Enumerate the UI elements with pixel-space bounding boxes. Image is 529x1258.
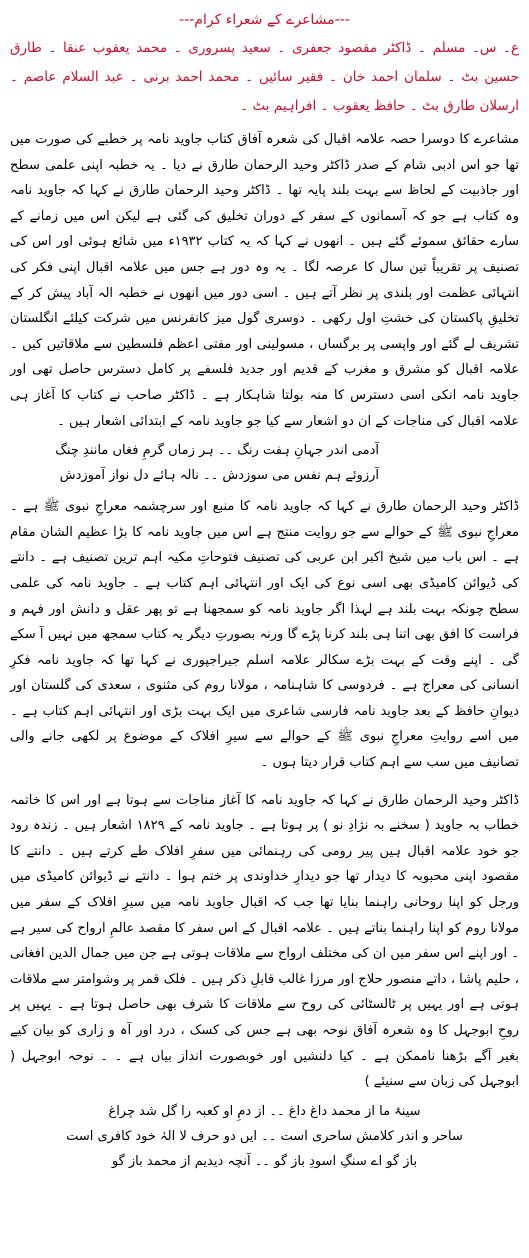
verse-line: ساحر و اندر کلامش ساحری است ۔۔ ایں دو حرف لا الہٰ خود کافری است [66,1128,463,1144]
paragraph-3: ڈاکٹر وحید الرحمان طارق نے کہا کہ جاوید نامہ کا آغاز مناجات سے ہوتا ہے اور اس کا خاتمہ خطاب بہ جاوید ( سخنے بہ نژادِ نو ) پر ہوتا ہے ۔ جاوید نامہ کے ۱۸۲۹ اشعار ہیں ۔ زندہ رود جو خود علامہ اقبال ہیں پیر رومی کی رہنمائی میں سفرِ افلاک طے کرتے ہیں ۔ دانتے کا مقصود اپنی محبوبہ کا دیدار تھا جو دیدارِ خداوندی پر ختم ہوا ۔ دانتے نے ڈیوائن کامیڈی میں ورجل کو اپنا روحانی راہنما بنایا تھا جب کہ اقبال جاوید نامہ میں سیرِ افلاک کے سفر میں مولانا روم کو اپنا راہنما بناتے ہیں ۔ علامہ اقبال کے اس سفر کا مقصد عالمِ ارواح کی سیر ہے ۔ اور اپنے اس سفر میں ان کی مختلف ارواح سے ملاقات ہوتی ہے جن میں جمال الدین افغانی ، حلیم پاشا ، داتے منصور حلاج اور مرزا غالب قابلِ ذکر ہیں ۔ فلک قمر پر وشوامتر سے ملاقات ہوتی ہے اور یہیں پر ٹالسٹائی کی روح سے ملاقات کا شرف بھی حاصل ہوتا ہے ۔ یہیں پر روحِ ابوجہل کا وہ شعرہ آفاق نوحہ بھی ہے جس کی کسک ، درد اور آہ و زاری کو بیان کیے بغیر آگے بڑھنا ناممکن ہے ۔ کیا دلنشیں اور خوبصورت انداز بیاں ہے ۔ ۔ نوحہ ابوجہل ( ابوجہل کی زبان سے سنیئے ) [10,792,520,1090]
section-heading: ---مشاعرے کے شعراء کرام--- [179,12,350,28]
spacer [10,776,519,788]
paragraph-1: مشاعرے کا دوسرا حصہ علامہ اقبال کی شعرہ آفاق کتاب جاوید نامہ پر خطبے کی صورت میں تھا جو اس ادبی شام کے صدر ڈاکٹر وحید الرحمان طارق نے دیا ۔ یہ خطبہ اپنی علمی سطح اور جاذبیت کے لحاظ سے بہت بلند پایہ تھا ۔ ڈاکٹر وحید الرحمان طارق نے کہا کہ جاوید نامہ وہ کتاب ہے جو کہ آسمانوں کے سفر کے دوران تخلیق کی گئی ہے لیکن اس میں زمانے کے سارے حقائق سموئے گئے ہیں ۔ انھوں نے کہا کہ یہ کتاب ۱۹۳۲ء میں شائع ہوئی اور اس کی تصنیف پر تقریباً تین سال کا عرصہ لگا ۔ یہ وہ دور ہے جس میں علامہ اقبال اپنی فکر کی انتہائی عظمت اور بلندی پر نظر آتے ہیں ۔ اسی دور میں انھوں نے خطبہ الہ آباد پیش کر کے تخلیقِ پاکستان کی خشتِ اول رکھی ۔ دوسری گول میز کانفرنس میں شرکت کیلئے انگلستان تشریف لے گئے اور واپسی پر برگساں ، مسولینی اور مفتی اعظم فلسطین سے ملاقاتیں کیں ۔ علامہ اقبال کو مشرق و مغرب کے قدیم اور جدید فلسفے پر کامل دسترس حاصل تھی اور جاوید نامہ انکی اسی دسترس کا منہ بولتا شاہکار ہے ۔ ڈاکٹر صاحب نے کتاب کا آغاز ہی علامہ اقبال کی مناجات کے ان دو اشعار سے کیا جو جاوید نامہ کے ابتدائی اشعار ہیں ۔ [10,132,519,429]
verse-line: باز گو اے سنگِ اسودِ باز گو ۔۔ آنچہ دیدیم از محمد باز گو [111,1153,418,1169]
paragraph-2: ڈاکٹر وحید الرحمان طارق نے کہا کہ جاوید نامہ کا منبع اور سرچشمہ معراجِ نبوی ﷺ ہے ۔ معراجِ نبوی ﷺ کے حوالے سے جو روایت منتج ہے اس میں جاوید نامہ کا بڑا عظیم الشان مقام ہے ۔ اس باب میں شیخ اکبر ابن عربی کی تصنیف فتوحاتِ مکیہ اہم ترین تصنیف ہے ۔ دانتے کی ڈیوائن کامیڈی بھی اسی نوع کی ایک اور انتہائی اہم کتاب ہے ۔ جاوید نامہ کی علمی سطح چونکہ بہت بلند ہے لہذا اگر جاوید نامہ کو سمجھنا ہے تو پھر عقل و دانش اور فہم و فراست کا افق بھی اتنا ہی بلند کرنا پڑے گا ورنہ بصورتِ دیگر یہ کتاب سمجھ میں نہیں آ سکے گی ۔ اپنے وقت کے بہت بڑے سکالر علامہ اسلم جیراجپوری نے کہا تھا کہ جاوید نامہ فکرِ انسانی کی معراج ہے ۔ فردوسی کا شاہنامہ ، مولانا روم کی مثنوی ، سعدی کی گلستان اور دیوانِ حافظ کے بعد جاوید نامہ فارسی شاعری میں ایک بہت بڑی اور انتہائی اہم کتاب ہے ۔ میں اسے روایتِ معراجِ نبوی ﷺ کے حوالے سے سیرِ افلاک کے موضوع پر لکھی جانے والی تصانیف میں سب سے اہم کتاب قرار دیتا ہوں ۔ [10,499,519,771]
verses-block-2 [10,1099,519,1174]
verse-line: آدمی اندر جہانِ ہفت رنگ ۔۔ ہر زماں گرمِ فغاں مانندِ چنگ [55,443,379,459]
poets-list: ع۔ س۔ مسلم ۔ ڈاکٹر مقصود جعفری ۔ سعید پسروری ۔ محمد یعقوب عنقا ۔ طارق حسین بٹ ۔ سلمان احمد خان ۔ فقیر سائیں ۔ محمد احمد برنی ۔ عبد السلام عاصم ۔ ارسلان طارق بٹ ۔ حافظ یعقوب ۔ افراہیم بٹ ۔ [10,40,519,114]
verse-line: آرزوئے ہم نفس می سوزدش ۔۔ نالہ ہائے دل نواز آموزدش [59,468,379,484]
verses-block-1 [10,438,519,488]
verse-line: سینۂ ما از محمد داغ داغ ۔۔ از دمِ او کعبہ را گل شد چراغ [108,1103,421,1119]
